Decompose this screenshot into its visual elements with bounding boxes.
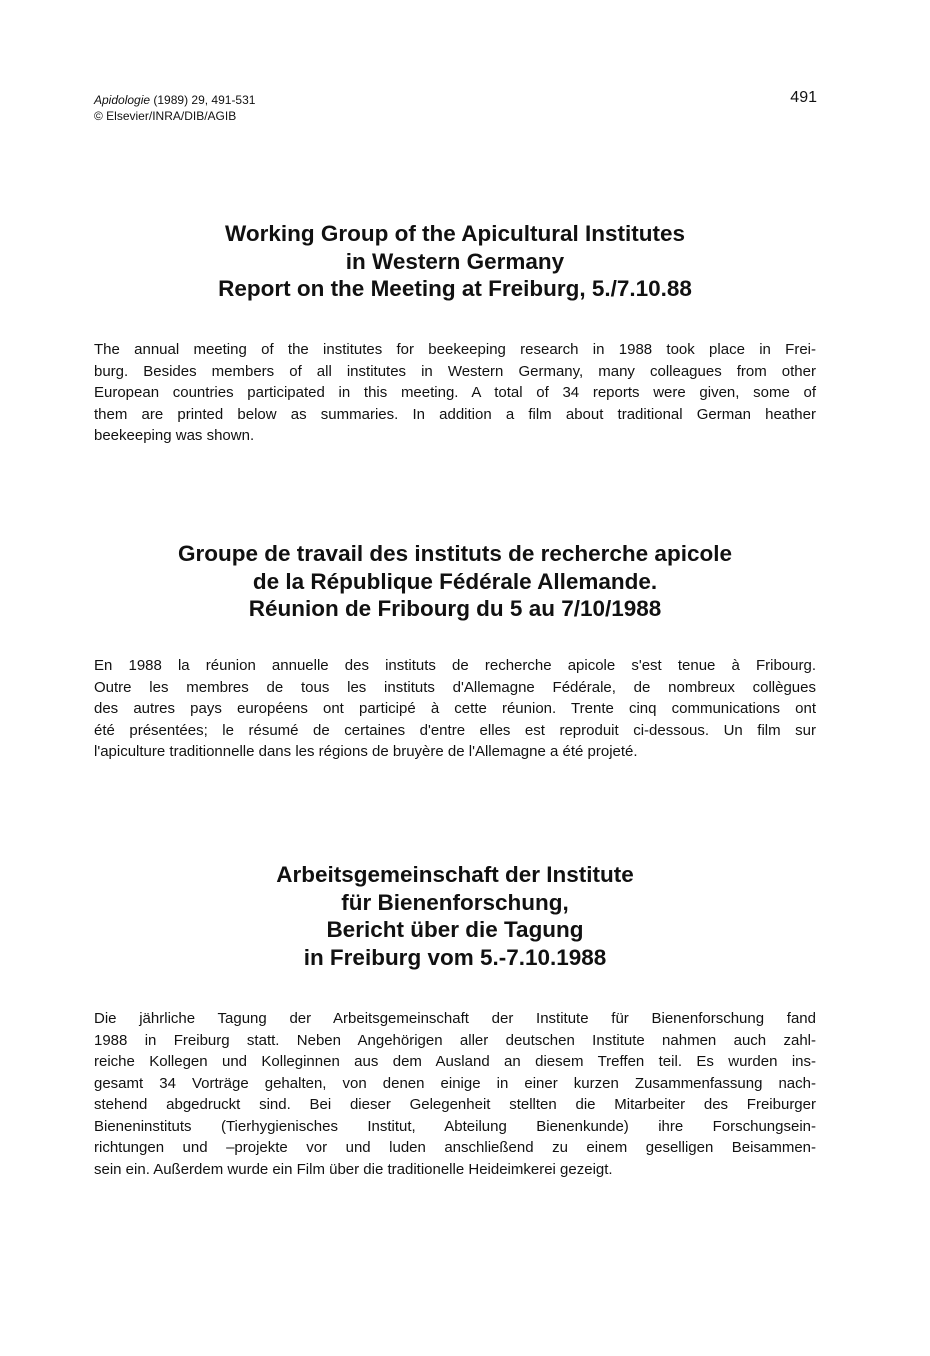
body-line: En 1988 la réunion annuelle des instituts de recherche apicole s'est tenue à Fribourg. — [94, 657, 816, 674]
citation-line — [94, 92, 255, 108]
body-line: l'apiculture traditionnelle dans les régions de bruyère de l'Allemagne a été projeté. — [94, 743, 638, 760]
section-body-german — [94, 1008, 816, 1180]
title-line: Arbeitsgemeinschaft der Institute — [276, 862, 634, 887]
journal-citation: (1989) 29, 491-531 — [150, 93, 256, 107]
title-line: in Western Germany — [345, 248, 565, 274]
body-line: reiche Kollegen und Kolleginnen aus dem Ausland an diesem Treffen teil. Es wurden ins- — [94, 1053, 816, 1070]
title-line: Bericht über die Tagung — [326, 917, 584, 942]
title-line: Groupe de travail des instituts de recherche apicole — [178, 541, 732, 566]
citation-header — [94, 92, 255, 124]
section-body-french — [94, 655, 816, 763]
title-line: Working Group of the Apicultural Institutes — [225, 221, 685, 246]
body-line: them are printed below as summaries. In addition a film about traditional German heather — [94, 405, 816, 423]
body-line: gesamt 34 Vorträge gehalten, von denen einige in einer kurzen Zusammenfassung nach- — [94, 1074, 816, 1092]
title-line: Report on the Meeting at Freiburg, 5./7.10.88 — [218, 276, 692, 301]
body-line: Outre les membres de tous les instituts d'Allemagne Fédérale, de nombreux collègues — [94, 678, 816, 696]
journal-name: Apidologie — [94, 93, 151, 107]
title-line: für Bienenforschung, — [341, 889, 569, 915]
body-line: des autres pays européens ont participé à cette réunion. Trente cinq communications ont — [94, 700, 816, 717]
section-title-english — [94, 220, 816, 303]
body-line: Die jährliche Tagung der Arbeitsgemeinschaft der Institute für Bienenforschung fand — [94, 1010, 816, 1027]
title-line: Réunion de Fribourg du 5 au 7/10/1988 — [248, 596, 662, 621]
body-line: Bieneninstituts (Tierhygienisches Institut, Abteilung Bienenkunde) ihre Forschungsein- — [94, 1117, 816, 1135]
body-line: burg. Besides members of all institutes in Western Germany, many colleagues from other — [94, 362, 816, 380]
body-line: The annual meeting of the institutes for beekeeping research in 1988 took place in Frei- — [94, 341, 816, 358]
section-title-french — [94, 540, 816, 623]
publisher-line: © Elsevier/INRA/DIB/AGIB — [94, 109, 237, 123]
title-line: in Freiburg vom 5.-7.10.1988 — [303, 944, 607, 970]
body-line: 1988 in Freiburg statt. Neben Angehörigen aller deutschen Institute nahmen auch zahl- — [94, 1031, 816, 1049]
title-line: de la République Fédérale Allemande. — [252, 568, 658, 594]
page-number: 491 — [790, 89, 817, 106]
body-line: stehend abgedruckt sind. Bei dieser Gelegenheit stellten die Mitarbeiter des Freiburger — [94, 1096, 816, 1113]
body-line: European countries participated in this meeting. A total of 34 reports were given, some of — [94, 384, 816, 401]
section-title-german — [94, 861, 816, 971]
body-line: beekeeping was shown. — [94, 427, 255, 444]
body-line: richtungen und –projekte vor und luden anschließend zu einem geselligen Beisammen- — [94, 1139, 816, 1156]
body-line: été présentées; le résumé de certaines d'entre elles est reproduit ci-dessous. Un film sur — [94, 721, 816, 739]
section-body-english — [94, 339, 816, 447]
body-line: sein ein. Außerdem wurde ein Film über die traditionelle Heideimkerei gezeigt. — [94, 1160, 613, 1178]
